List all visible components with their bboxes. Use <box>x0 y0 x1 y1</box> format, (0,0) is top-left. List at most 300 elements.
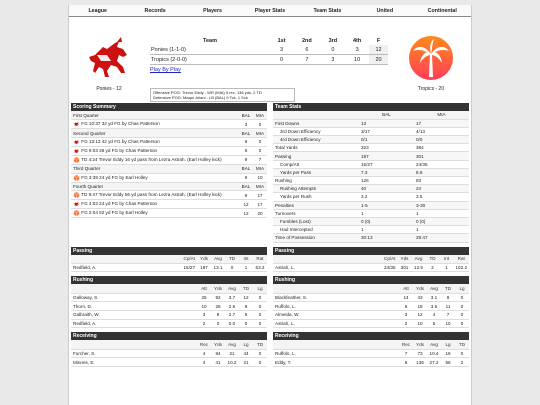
passing-col-header <box>273 255 382 264</box>
passing-col-header: Int <box>440 255 454 264</box>
team-stat-label: Penalties <box>273 201 359 209</box>
player-name[interactable]: Astrah, L. <box>273 263 382 272</box>
passing-table <box>71 255 267 273</box>
receiving-value: 0 <box>455 349 469 358</box>
rushing-col-header: Att <box>197 284 211 293</box>
receiving-table <box>273 340 469 367</box>
team-stat-away: 15/27 <box>359 160 414 168</box>
rushing-value: 3.6 <box>427 302 441 311</box>
away-score: 12 <box>239 200 253 209</box>
scoring-play-text <box>71 120 239 129</box>
rushing-col-header: Yds <box>413 284 427 293</box>
team-stat-row <box>273 185 469 193</box>
rushing-value: 25 <box>197 293 211 302</box>
rushing-value: 0 <box>455 302 469 311</box>
team-stat-away: 3/17 <box>359 127 414 135</box>
rushing-value: 3.7 <box>225 293 239 302</box>
linescore-header-final: F <box>376 38 381 44</box>
team-stat-label: Had Intercepted <box>273 226 359 234</box>
defensive-pog: Defensive POG: Maqui Jelani - LB (BAL) 9 Tck, 1 Sck <box>153 95 248 100</box>
team-stat-away: 0/1 <box>359 136 414 144</box>
nav-item-players[interactable]: Players <box>203 8 222 14</box>
team-stat-away: 0 (0) <box>359 217 414 225</box>
home-abbr: MIA <box>253 164 267 173</box>
linescore-q: 3 <box>345 45 369 55</box>
receiving-value: 2 <box>455 358 469 367</box>
scoring-play-text <box>71 191 239 200</box>
team-stat-row <box>273 209 469 217</box>
home-abbr: MIA <box>253 182 267 191</box>
away-abbr: BAL <box>239 111 253 120</box>
passing-col-header: Avg <box>412 255 426 264</box>
passing-value: 2 <box>426 263 440 272</box>
rushing-col-header: Avg <box>427 284 441 293</box>
player-name[interactable]: Eddy, T. <box>273 358 399 367</box>
rushing-header <box>273 284 469 293</box>
team-stat-home: 17 <box>414 119 469 127</box>
scoring-play <box>71 200 267 209</box>
receiving-col-header: Avg <box>225 340 239 349</box>
linescore-q: 6 <box>293 45 320 55</box>
home-score: 10 <box>253 173 267 182</box>
home-player-stats <box>273 247 469 371</box>
passing-value: 1 <box>440 263 454 272</box>
team-stat-away: 3.2 <box>359 193 414 201</box>
team-stat-label: Time of Possession <box>273 234 359 242</box>
rushing-col-header: Yds <box>211 284 225 293</box>
receiving-value: 7 <box>399 349 413 358</box>
rushing-col-header: TD <box>239 284 253 293</box>
rushing-value: 10 <box>441 319 455 328</box>
rushing-row <box>71 310 267 319</box>
team-stat-home: 301 <box>414 152 469 160</box>
rushing-row <box>71 319 267 328</box>
scoring-play-desc: FG 4:03 24 yd FG by Chas Patterson <box>80 201 158 207</box>
linescore-q: 3 <box>270 45 293 55</box>
rushing-value: 0 <box>455 293 469 302</box>
passing-value: 13.1 <box>211 263 225 272</box>
scoring-play-text <box>71 209 239 218</box>
quarter-header <box>71 129 267 138</box>
scoring-play-desc: FG 9:03 36 yd FG by Chas Patterson <box>80 148 158 154</box>
rushing-col-header: Lg <box>455 284 469 293</box>
rushing-value: 2.6 <box>225 302 239 311</box>
receiving-value: 27.2 <box>427 358 441 367</box>
away-player-stats <box>71 247 267 371</box>
away-team-caption: Ponies - 12 <box>96 86 122 92</box>
receiving-row <box>273 358 469 367</box>
rushing-col-header <box>71 284 197 293</box>
receiving-value: 0 <box>253 349 267 358</box>
play-by-play-link[interactable]: Play By Play <box>150 67 181 73</box>
rushing-value: 0.0 <box>225 319 239 328</box>
scoring-play-desc: FG 13:13 42 yd FG by Chas Patterson <box>80 139 160 145</box>
passing-table <box>273 255 469 273</box>
passing-col-header: TD <box>426 255 440 264</box>
rushing-value: 4 <box>427 310 441 319</box>
rushing-value: 5 <box>427 319 441 328</box>
passing-header <box>71 255 267 264</box>
team-stat-label: Total Yards <box>273 144 359 152</box>
away-team-logo[interactable] <box>81 33 137 92</box>
top-nav <box>69 5 471 17</box>
passing-value: 1 <box>239 263 253 272</box>
scoring-play-text <box>71 200 239 209</box>
team-stat-away: 13 <box>359 119 414 127</box>
receiving-value: 84 <box>211 349 225 358</box>
receiving-value: 21 <box>239 358 253 367</box>
rushing-col-header: Att <box>399 284 413 293</box>
receiving-value: 44 <box>239 349 253 358</box>
home-score: 17 <box>253 191 267 200</box>
passing-col-header: Avg <box>211 255 225 264</box>
scoring-play-desc: FG 2:04 52 yd FG by Earl Holley <box>80 210 148 216</box>
rushing-value: 14 <box>399 293 413 302</box>
rushing-value: 0 <box>253 319 267 328</box>
passing-col-header: Cp/At <box>182 255 198 264</box>
rushing-col-header: TD <box>441 284 455 293</box>
linescore-header-q3: 3rd <box>328 38 338 44</box>
rushing-value: 2.7 <box>225 310 239 319</box>
nav-item-league[interactable]: League <box>88 8 107 14</box>
rushing-value: 92 <box>211 293 225 302</box>
rushing-value: 11 <box>441 302 455 311</box>
passing-value: 12.5 <box>412 263 426 272</box>
team-stat-row <box>273 144 469 152</box>
receiving-col-header: Yds <box>211 340 225 349</box>
team-stat-away: 40 <box>359 185 414 193</box>
home-score: 0 <box>253 137 267 146</box>
team-stat-row <box>273 119 469 127</box>
scoring-play-desc: TD 9:47 Trevor Eddy 56 yd pass from Lezra Astrah. (Earl Holley kick) <box>80 192 222 198</box>
scoring-summary-title: Scoring Summary <box>71 103 267 111</box>
team-stat-label: Comp/Att <box>273 160 359 168</box>
rushing-value: 0 <box>253 302 267 311</box>
home-score: 20 <box>253 209 267 218</box>
receiving-value: 56 <box>441 358 455 367</box>
receiving-title: Receiving <box>273 332 469 340</box>
away-abbr: BAL <box>359 111 414 119</box>
player-name[interactable]: Almeida, W. <box>273 310 399 319</box>
team-stat-home: 1 <box>414 226 469 234</box>
team-stat-home: 1 <box>414 209 469 217</box>
scoring-play <box>71 209 267 218</box>
team-stat-row <box>273 217 469 225</box>
team-stat-away: 1-5 <box>359 201 414 209</box>
receiving-value: 41 <box>211 358 225 367</box>
quarter-header <box>71 182 267 191</box>
team-stat-home: 0 (0) <box>414 217 469 225</box>
passing-value: 301 <box>398 263 412 272</box>
team-stats-header <box>273 111 469 119</box>
team-stat-home: 83 <box>414 177 469 185</box>
away-score: 9 <box>239 191 253 200</box>
home-abbr: MIA <box>253 111 267 120</box>
receiving-header <box>71 340 267 349</box>
team-stat-label: Passing <box>273 152 359 160</box>
player-name[interactable]: Ruffolo, L. <box>273 349 399 358</box>
palm-tree-icon <box>73 192 80 198</box>
receiving-table <box>71 340 267 367</box>
rushing-value: 3 <box>399 310 413 319</box>
linescore-team[interactable]: Ponies (1-1-0) <box>150 45 270 55</box>
receiving-col-header: Lg <box>441 340 455 349</box>
rushing-value: 0 <box>239 319 253 328</box>
horse-icon <box>73 148 80 154</box>
passing-row <box>273 263 469 272</box>
rushing-value: 7 <box>441 310 455 319</box>
team-stat-label: First Downs <box>273 119 359 127</box>
horse-icon <box>73 201 80 207</box>
team-stat-away: 1 <box>359 226 414 234</box>
team-stat-row <box>273 127 469 135</box>
team-stat-label: Rushing <box>273 177 359 185</box>
passing-col-header: Cp/At <box>382 255 398 264</box>
receiving-value: 0 <box>253 358 267 367</box>
away-score: 6 <box>239 146 253 155</box>
away-score: 6 <box>239 137 253 146</box>
rushing-row <box>71 293 267 302</box>
offensive-pog: Offensive POG: Trevor Eddy - WR (MIA) 5 rec, 136 yds, 2 TD <box>153 90 262 95</box>
rushing-value: 9 <box>441 293 455 302</box>
passing-col-header: Rat <box>253 255 267 264</box>
away-abbr: BAL <box>239 182 253 191</box>
nav-item-team-stats[interactable]: Team Stats <box>313 8 342 14</box>
rushing-col-header: Lg <box>253 284 267 293</box>
team-stat-home: 0/0 <box>414 136 469 144</box>
player-name[interactable]: Blackfeather, S. <box>273 293 399 302</box>
quarter-header <box>71 111 267 120</box>
right-column <box>273 103 469 243</box>
nav-item-records[interactable]: Records <box>144 8 166 14</box>
receiving-value: 10.2 <box>225 358 239 367</box>
scoring-play <box>71 155 267 164</box>
linescore-header-q4: 4th <box>352 38 362 44</box>
receiving-col-header: Yds <box>413 340 427 349</box>
home-abbr: MIA <box>253 129 267 138</box>
team-stat-home: 3.5 <box>414 193 469 201</box>
team-stat-away: 1 <box>359 209 414 217</box>
passing-value: 197 <box>197 263 211 272</box>
home-team-logo[interactable] <box>403 33 459 92</box>
receiving-value: 5 <box>399 358 413 367</box>
player-name[interactable]: Redfield, A. <box>71 319 197 328</box>
team-stat-home: 8.6 <box>414 168 469 176</box>
receiving-header <box>273 340 469 349</box>
team-stat-label: Yards per Rush <box>273 193 359 201</box>
home-team-caption: Tropics - 20 <box>417 86 445 92</box>
passing-col-header: Int <box>239 255 253 264</box>
rushing-row <box>273 302 469 311</box>
team-stat-label: Turnovers <box>273 209 359 217</box>
quarter-label: First Quarter <box>71 111 239 120</box>
team-stats-title: Team Stats <box>273 103 469 111</box>
horse-icon <box>73 139 80 145</box>
scoring-play-text <box>71 155 239 164</box>
scoring-play <box>71 146 267 155</box>
rushing-value: 0 <box>455 319 469 328</box>
team-stats-header-blank <box>273 111 359 119</box>
team-stat-label: Yards per Pass <box>273 168 359 176</box>
rushing-value: 18 <box>413 302 427 311</box>
rushing-col-header: Avg <box>225 284 239 293</box>
player-name[interactable]: Minnes, E. <box>71 358 197 367</box>
receiving-value: 21 <box>225 349 239 358</box>
home-score: 0 <box>253 146 267 155</box>
rushing-value: 0 <box>253 310 267 319</box>
linescore-final: 12 <box>369 45 388 55</box>
team-stat-home: 24/35 <box>414 160 469 168</box>
passing-col-header: Yds <box>197 255 211 264</box>
rushing-value: 12 <box>239 293 253 302</box>
palm-tree-icon <box>73 157 80 163</box>
rushing-value: 3 <box>197 310 211 319</box>
player-name[interactable]: Thorn, D. <box>71 302 197 311</box>
rushing-table <box>71 284 267 328</box>
passing-value: 102.2 <box>455 265 467 271</box>
linescore-team[interactable]: Tropics (2-0-0) <box>150 55 270 65</box>
team-stat-away: 126 <box>359 177 414 185</box>
nav-item-continental[interactable]: Continental <box>427 8 457 14</box>
away-abbr: BAL <box>239 164 253 173</box>
boxscore-page <box>68 5 472 405</box>
rushing-value: 3.1 <box>427 293 441 302</box>
rushing-row <box>273 310 469 319</box>
rushing-value: 8 <box>211 310 225 319</box>
linescore-q: 3 <box>321 55 346 65</box>
team-stat-home: 3-30 <box>414 201 469 209</box>
team-stat-home: 384 <box>414 144 469 152</box>
scoring-play-desc: FG 10:37 32 yd FG by Chas Patterson <box>80 121 160 127</box>
rushing-title: Rushing <box>71 276 267 284</box>
team-stat-row <box>273 168 469 176</box>
rushing-value: 2 <box>197 319 211 328</box>
receiving-row <box>71 349 267 358</box>
team-stat-row <box>273 234 469 242</box>
nav-item-player-stats[interactable]: Player Stats <box>254 8 286 14</box>
linescore-final: 20 <box>369 55 388 65</box>
passing-value: 0 <box>225 263 239 272</box>
team-stat-away: 7.3 <box>359 168 414 176</box>
left-column <box>71 103 267 243</box>
team-stat-row <box>273 201 469 209</box>
team-stat-away: 197 <box>359 152 414 160</box>
rushing-value: 5 <box>239 310 253 319</box>
team-stat-home: 4/13 <box>414 127 469 135</box>
receiving-col-header: TD <box>455 340 469 349</box>
home-score: 17 <box>253 200 267 209</box>
team-stat-row <box>273 152 469 160</box>
player-name[interactable]: Galloway, S. <box>71 293 197 302</box>
team-stat-label: Rushing Attempts <box>273 185 359 193</box>
team-stat-row <box>273 226 469 234</box>
linescore-q: 10 <box>345 55 369 65</box>
rushing-col-header <box>273 284 399 293</box>
rushing-row <box>273 293 469 302</box>
home-abbr: MIA <box>414 111 469 119</box>
rushing-row <box>273 319 469 328</box>
passing-header <box>273 255 469 264</box>
nav-item-united[interactable]: United <box>376 8 394 14</box>
team-stat-home: 29:47 <box>414 234 469 242</box>
team-stat-row <box>273 193 469 201</box>
passing-value: 15/27 <box>183 265 195 271</box>
rushing-value: 0 <box>455 310 469 319</box>
receiving-col-header: Avg <box>427 340 441 349</box>
scoring-play-text <box>71 173 239 182</box>
away-score: 9 <box>239 173 253 182</box>
quarter-header <box>71 164 267 173</box>
receiving-row <box>273 349 469 358</box>
rushing-value: 26 <box>211 302 225 311</box>
passing-title: Passing <box>71 247 267 255</box>
player-name[interactable]: Furcher, S. <box>71 349 197 358</box>
rushing-value: 0 <box>253 293 267 302</box>
team-stat-row <box>273 136 469 144</box>
team-stat-away: 30:13 <box>359 234 414 242</box>
receiving-col-header: TD <box>253 340 267 349</box>
player-name[interactable]: Galbraith, W. <box>71 310 197 319</box>
rushing-value: 2 <box>399 319 413 328</box>
passing-col-header <box>71 255 182 264</box>
receiving-value: 10.4 <box>427 349 441 358</box>
palm-tree-icon <box>403 33 459 83</box>
home-score: 7 <box>253 155 267 164</box>
receiving-value: 4 <box>197 349 211 358</box>
team-stat-away: 323 <box>359 144 414 152</box>
rushing-value: 0 <box>211 319 225 328</box>
receiving-col-header: Rec <box>399 340 413 349</box>
player-name[interactable]: Ruffolo, L. <box>273 302 399 311</box>
passing-row <box>71 263 267 272</box>
receiving-title: Receiving <box>71 332 267 340</box>
linescore-row-away <box>150 45 388 55</box>
linescore-q: 0 <box>270 55 293 65</box>
palm-tree-icon <box>73 210 80 216</box>
scoring-play-text <box>71 137 239 146</box>
scoring-play <box>71 120 267 129</box>
team-stat-label: 4rd Down Efficiency <box>273 136 359 144</box>
away-score: 3 <box>239 120 253 129</box>
receiving-col-header: Lg <box>239 340 253 349</box>
player-name[interactable]: Astrah, L. <box>273 319 399 328</box>
spacer <box>273 367 469 371</box>
receiving-value: 73 <box>413 349 427 358</box>
players-of-game <box>150 88 295 102</box>
game-header <box>69 17 471 103</box>
rushing-title: Rushing <box>273 276 469 284</box>
team-stats-table <box>273 111 469 243</box>
linescore-q: 7 <box>293 55 320 65</box>
passing-col-header: TD <box>225 255 239 264</box>
team-stat-row <box>273 160 469 168</box>
scoring-play <box>71 191 267 200</box>
linescore-q: 0 <box>321 45 346 55</box>
receiving-value: 136 <box>413 358 427 367</box>
quarter-label: Second Quarter <box>71 129 239 138</box>
rushing-table <box>273 284 469 328</box>
passing-value: 24/35 <box>384 265 396 271</box>
team-stat-home: 24 <box>414 185 469 193</box>
player-name[interactable]: Redfield, A. <box>71 263 182 272</box>
linescore-row-home <box>150 55 388 65</box>
receiving-row <box>71 358 267 367</box>
quarter-label: Fourth Quarter <box>71 182 239 191</box>
palm-tree-icon <box>73 175 80 181</box>
passing-col-header: Rat <box>454 255 470 264</box>
scoring-play-desc: FG 3:38 24 yd FG by Earl Holley <box>80 174 148 180</box>
scoring-play <box>71 173 267 182</box>
